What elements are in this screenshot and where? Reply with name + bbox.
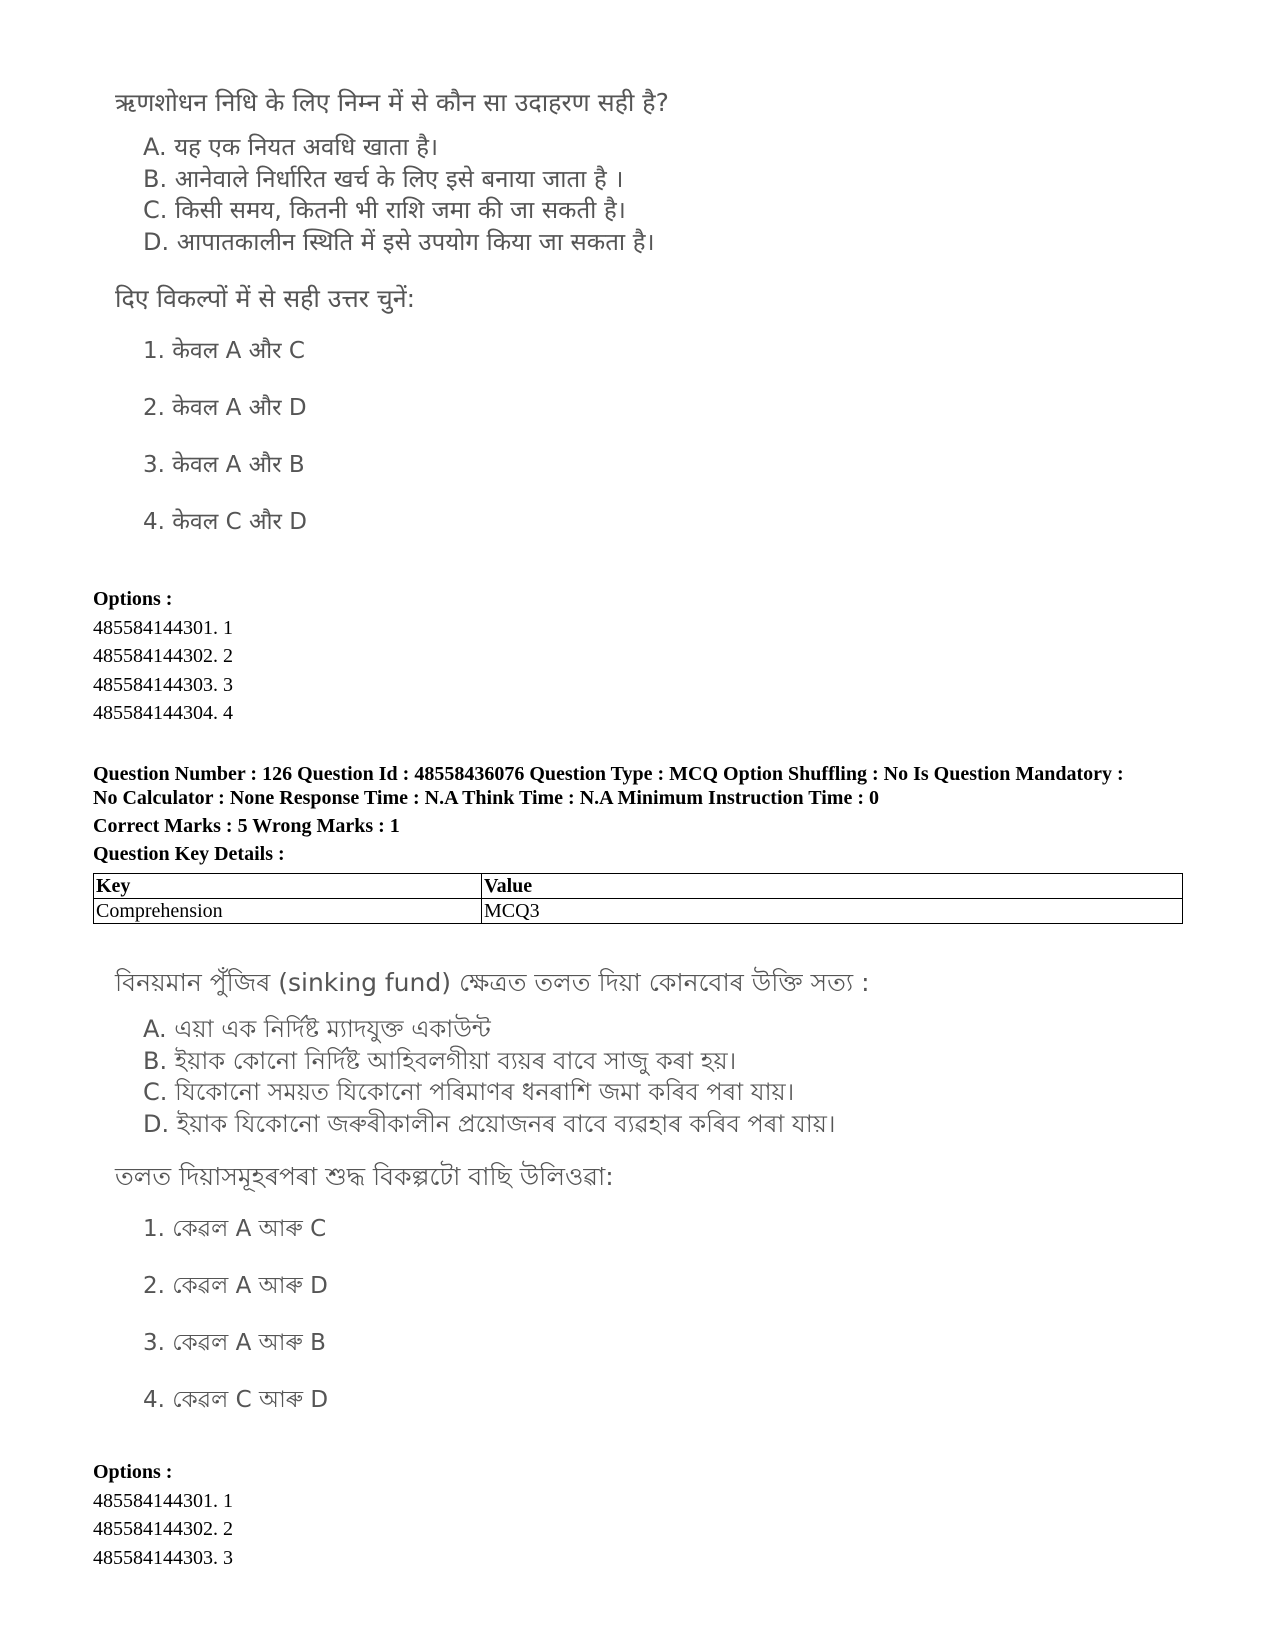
- question-meta-line2: No Calculator : None Response Time : N.A Think Time : N.A Minimum Instruction Time : 0: [93, 787, 879, 809]
- option-item: 485584144303. 3: [93, 1546, 233, 1569]
- statement-d: D. आपातकालीन स्थिति में इसे उपयोग किया जा सकता है।: [143, 227, 655, 256]
- options-block: [93, 585, 233, 728]
- choice-1: 1. केवल A और C: [143, 338, 305, 364]
- statement-b: B. आनेवाले निर्धारित खर्च के लिए इसे बनाया जाता है ।: [143, 164, 624, 193]
- key-details-heading: Question Key Details :: [93, 843, 285, 865]
- question-stem: ऋणशोधन निधि के लिए निम्न में से कौन सा उदाहरण सही है?: [115, 88, 669, 117]
- question-image-hindi: [115, 86, 669, 562]
- table-row: [94, 899, 1183, 924]
- option-item: 485584144303. 3: [93, 673, 233, 696]
- question-instruction: তলত দিয়াসমূহৰপৰা শুদ্ধ বিকল্পটো বাছি উলিওৱা:: [115, 1162, 614, 1191]
- choice-1: 1. কেৱল A আৰু C: [143, 1216, 327, 1242]
- question-stem: বিনয়মান পুঁজিৰ (sinking fund) ক্ষেত্ৰত তলত দিয়া কোনবোৰ উক্তি সত্য :: [115, 968, 870, 997]
- options-block: [93, 1458, 233, 1572]
- question-meta-line1: Question Number : 126 Question Id : 48558436076 Question Type : MCQ Option Shuffling : No Is Question Mandatory :: [93, 763, 1124, 785]
- statement-c: C. किसी समय, कितनी भी राशि जमा की जा सकती है।: [143, 196, 626, 224]
- statement-list: [143, 132, 669, 258]
- table-header-key: Key: [94, 874, 482, 899]
- question-image-assamese: [115, 966, 870, 1440]
- choice-2: 2. কেৱল A আৰু D: [143, 1273, 328, 1299]
- statement-b: B. ইয়াক কোনো নিৰ্দিষ্ট আহিবলগীয়া ব্যয়ৰ বাবে সাজু কৰা হয়।: [143, 1046, 737, 1075]
- choice-4: 4. केवल C और D: [143, 509, 307, 535]
- options-heading: Options :: [93, 1461, 173, 1483]
- choice-3: 3. কেৱল A আৰু B: [143, 1330, 326, 1356]
- statement-d: D. ইয়াক যিকোনো জৰুৰীকালীন প্ৰয়োজনৰ বাবে ব্যৱহাৰ কৰিব পৰা যায়।: [143, 1109, 836, 1138]
- choice-2: 2. केवल A और D: [143, 395, 307, 421]
- option-item: 485584144302. 2: [93, 645, 233, 667]
- option-item: 485584144301. 1: [93, 616, 233, 639]
- choice-4: 4. কেৱল C আৰু D: [143, 1387, 329, 1413]
- table-cell-key: Comprehension: [94, 899, 482, 924]
- table-cell-value: MCQ3: [482, 899, 1183, 924]
- choice-3: 3. केवल A और B: [143, 452, 305, 478]
- options-heading: Options :: [93, 588, 173, 610]
- marks-line: Correct Marks : 5 Wrong Marks : 1: [93, 815, 400, 837]
- option-item: 485584144304. 4: [93, 702, 233, 724]
- statement-a: A. এয়া এক নিৰ্দিষ্ট ম্যাদযুক্ত একাউন্ট: [143, 1015, 491, 1043]
- table-header-value: Value: [482, 874, 1183, 899]
- choice-list: [143, 334, 669, 562]
- statement-c: C. যিকোনো সময়ত যিকোনো পৰিমাণৰ ধনৰাশি জমা কৰিব পৰা যায়।: [143, 1078, 795, 1106]
- choice-list: [143, 1212, 870, 1440]
- question-meta: [93, 762, 1193, 810]
- statement-a: A. यह एक नियत अवधि खाता है।: [143, 133, 439, 161]
- statement-list: [143, 1014, 870, 1140]
- question-instruction: दिए विकल्पों में से सही उत्तर चुनें:: [115, 284, 416, 313]
- key-details-table: [93, 873, 1183, 924]
- option-item: 485584144301. 1: [93, 1489, 233, 1512]
- option-item: 485584144302. 2: [93, 1518, 233, 1540]
- table-header-row: [94, 874, 1183, 899]
